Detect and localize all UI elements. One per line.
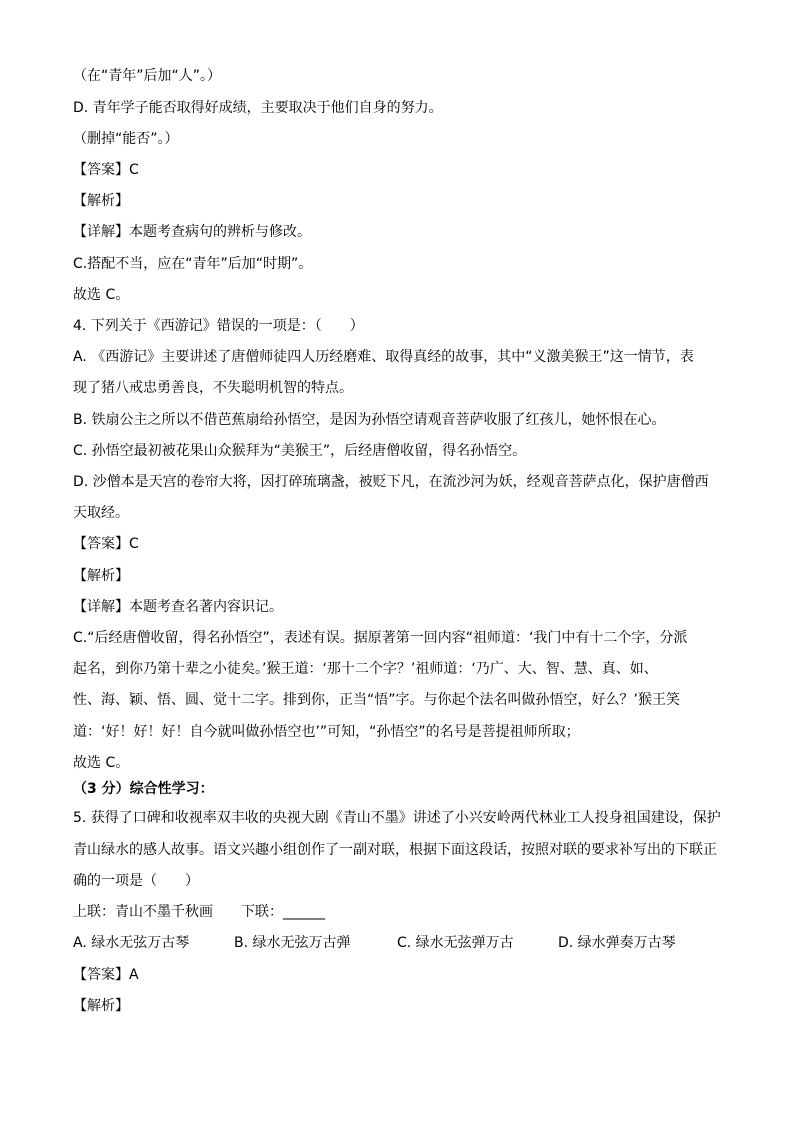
detail-line: 【详解】本题考查名著内容识记。 <box>73 599 283 615</box>
section-heading: （3 分）综合性学习： <box>73 781 214 797</box>
text-line: 故选 C。 <box>73 755 130 771</box>
text-line: 起名，到你乃第十辈之小徒矣。’猴王道：‘那十二个字？’祖师道：‘乃广、大、智、慧、真、如、 <box>73 661 658 677</box>
option-d-line: D. 沙僧本是天宫的卷帘大将，因打碎琉璃盏，被贬下凡，在流沙河为妖，经观音菩萨点化，保护唐僧西 <box>73 474 709 490</box>
option-c: C. 绿水无弦弹万古 <box>397 935 514 951</box>
analysis-label: 【解析】 <box>73 998 129 1014</box>
option-d: D. 绿水弹奏万古琴 <box>558 935 676 951</box>
option-a: A. 绿水无弦万古琴 <box>73 935 190 951</box>
text-line: C.搭配不当，应在“青年”后加“时期”。 <box>73 256 313 272</box>
option-a-line: A. 《西游记》主要讲述了唐僧师徒四人历经磨难、取得真经的故事，其中“义激美猴王”这一情节，表 <box>73 349 694 365</box>
question-stem: 4. 下列关于《西游记》错误的一项是：（ ） <box>73 318 364 334</box>
answer-label: 【答案】A <box>73 967 139 983</box>
answer-label: 【答案】C <box>73 536 139 552</box>
text-line: （删掉“能否”。） <box>73 131 179 147</box>
option-b: B. 绿水无弦万古弹 <box>234 935 351 951</box>
option-c-line: C. 孙悟空最初被花果山众猴拜为“美猴王”，后经唐僧收留，得名孙悟空。 <box>73 443 527 459</box>
option-a-continuation: 现了猪八戒忠勇善良，不失聪明机智的特点。 <box>73 380 353 396</box>
text-line: 青山绿水的感人故事。语文兴趣小组创作了一副对联，根据下面这段话，按照对联的要求补写出的下联正 <box>73 842 717 858</box>
option-d-continuation: 天取经。 <box>73 505 129 521</box>
analysis-label: 【解析】 <box>73 193 129 209</box>
text-line: 道：‘好！好！好！自今就叫做孙悟空也’”可知，“孙悟空”的名号是菩提祖师所取； <box>73 724 580 740</box>
text-line: 性、海、颖、悟、圆、觉十二字。排到你，正当“悟”字。与你起个法名叫做孙悟空，好么？’猴王笑 <box>73 692 680 708</box>
answer-options <box>73 933 733 953</box>
couplet-line: 上联：青山不墨千秋画 下联：______ <box>73 904 325 920</box>
text-line: 故选 C。 <box>73 287 130 303</box>
text-line: 确的一项是（ ） <box>73 873 199 889</box>
detail-line: 【详解】本题考查病句的辨析与修改。 <box>73 224 311 240</box>
option-b-line: B. 铁扇公主之所以不借芭蕉扇给孙悟空，是因为孙悟空请观音菩萨收服了红孩儿，她怀恨在心。 <box>73 412 666 428</box>
analysis-label: 【解析】 <box>73 568 129 584</box>
text-line: D. 青年学子能否取得好成绩，主要取决于他们自身的努力。 <box>73 100 443 116</box>
text-line: C.“后经唐僧收留，得名孙悟空”，表述有误。据原著第一回内容“祖师道：‘我门中有十二个字，分派 <box>73 630 688 646</box>
text-line: （在“青年”后加“人”。） <box>73 68 222 84</box>
answer-label: 【答案】C <box>73 162 139 178</box>
question-stem: 5. 获得了口碑和收视率双丰收的央视大剧《青山不墨》讲述了小兴安岭两代林业工人投身祖国建设，保护 <box>73 810 721 826</box>
